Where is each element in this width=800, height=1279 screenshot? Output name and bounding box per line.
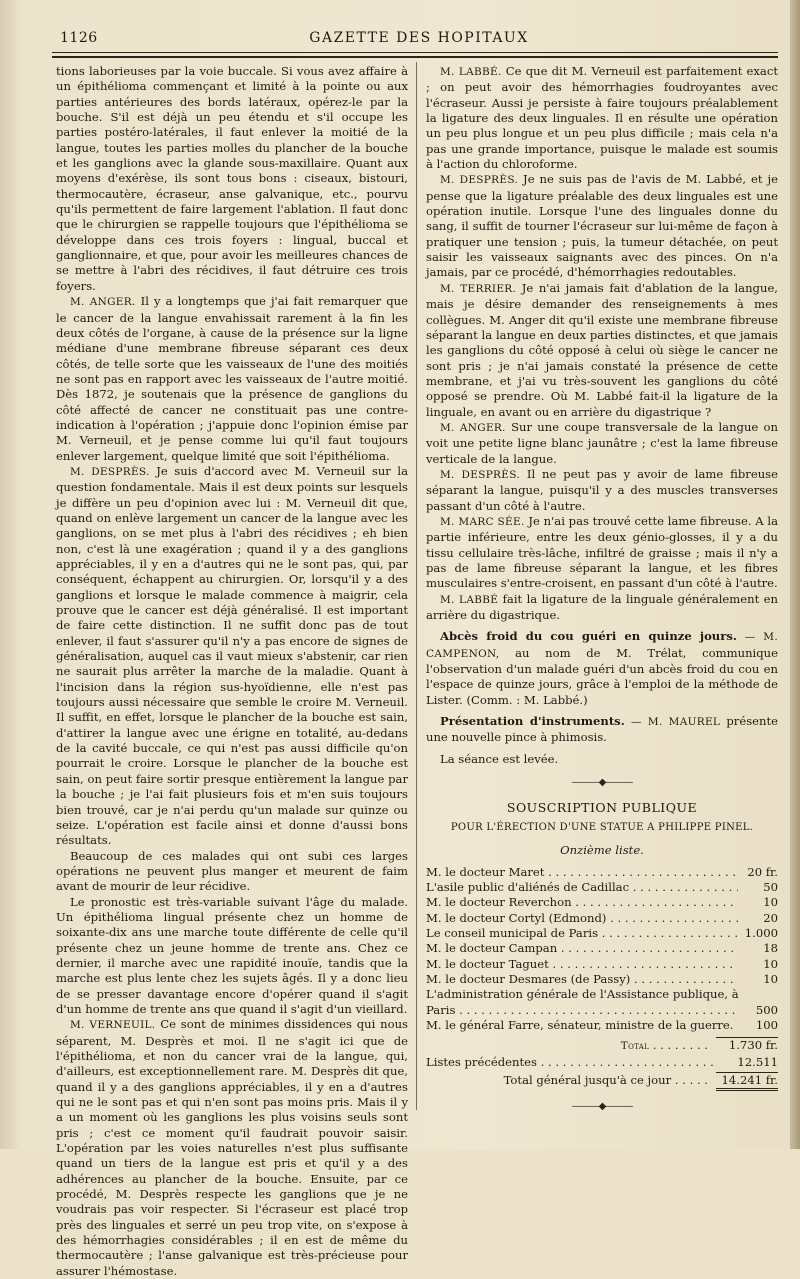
- paragraph-text: Je suis d'accord avec M. Verneuil sur la question fondamentale. Mais il est deux points sur lesquels je diffère un peu d'opinion avec lui : M. Verneuil dit que, quand on enlève largement un cancer de la langue avec les ganglions, on se met plus à l'abri des récidives ; eh bien non, c'est là une exagération ; quand il y a des ganglions appréciables, il y en a d'autres qui ne le sont pas, qui, par conséquent, échappent au chirurgien. Or, lorsqu'il y a des ganglions et lorsque le malade commence à maigrir, cela prouve que le cancer est déjà généralisé. Il est important de faire cette distinction. Il ne suffit donc pas de tout enlever, il faut s'assurer qu'il n'y a pas encore de signes de généralisation, auquel cas il vaut mieux s'abstenir, car rien ne saurait plus arrêter la marche de la maladie. Quant à l'incision dans la région sus-hyoïdienne, elle n'est pas toujours aussi nécessaire que semble le croire M. Verneuil. Il suffit, en effet, lorsque le plancher de la bouche est sain, d'attirer la langue avec une érigne en totalité, au-dedans de la cavité buccale, ce qui n'est pas aussi difficile qu'on pourrait le croire. Lorsque le plancher de la bouche est sain, on peut faire sortir presque entièrement la langue par la bouche ; je l'ai fait plusieurs fois et m'en suis toujours bien trouvé, car je n'ai perdu qu'un malade sur quinze ou seize. L'opération est facile ainsi et donne d'aussi bons résultats.: [56, 463, 409, 848]
- speaker-name: — M. CAMPENON,: [426, 631, 778, 660]
- subscription-entry: [426, 1018, 778, 1033]
- journal-title: GAZETTE DES HOPITAUX: [309, 30, 529, 46]
- right-column: [426, 64, 778, 1125]
- donor-name: L'asile public d'aliénés de Cadillac . . .: [426, 880, 738, 895]
- page-spine-edge: [790, 0, 800, 1149]
- paragraph: [56, 294, 408, 464]
- donation-amount: 500: [755, 1002, 778, 1017]
- paragraph: [426, 172, 778, 280]
- paragraph-text: Il ne peut pas y avoir de lame fibreuse séparant la langue, puisqu'il y a des muscles transverses passant d'un côté à l'autre.: [426, 466, 778, 513]
- speaker-name: M. LABBÉ.: [440, 66, 502, 78]
- total-amount: 1.730 fr.: [716, 1037, 778, 1053]
- donor-name: M. le docteur Maret . . .: [426, 865, 738, 880]
- subscription-entry: [426, 895, 778, 910]
- paragraph-text: Je n'ai pas trouvé cette lame fibreuse. A la partie inférieure, entre les deux génio-glosses, il y a du tissu cellulaire très-lâche, infiltré de graisse ; mais il n'y a pas de lame fibreuse séparant la langue, et les fibres musculaires s'entre-croisent, en passant d'un côté à l'autre.: [426, 513, 778, 591]
- paragraph: [56, 895, 408, 1018]
- paragraph-text: Il y a longtemps que j'ai fait remarquer que le cancer de la langue envahissait rarement à la fin les deux côtés de l'organe, à cause de la présence sur la ligne médiane d'une membrane fibreuse séparant ces deux côtés, de telle sorte que les vaisseaux de l'une des moitiés ne sont pas en rapport avec les vaisseaux de l'autre moitié. Dès 1872, je soutenais que la présence de ganglions du côté affecté de cancer ne constituait pas une contre-indication à l'opération ; j'appuie donc l'opinion émise par M. Verneuil, et je pense comme lui qu'il faut toujours enlever largement, quelque limité que soit l'épithélioma.: [56, 294, 409, 463]
- donation-amount: 20 fr.: [747, 864, 778, 879]
- donor-name: M. le docteur Cortyl (Edmond) . . .: [426, 911, 738, 926]
- donor-name: M. le docteur Taguet . . .: [426, 957, 738, 972]
- speaker-name: M. ANGER.: [440, 421, 506, 434]
- speaker-name: M. VERNEUIL.: [70, 1019, 156, 1032]
- paragraph: [56, 1017, 408, 1279]
- speaker-name: — M. MAUREL: [630, 716, 721, 729]
- grand-total-row: Total général jusqu'à ce jour . . . . . 14.241 fr.: [426, 1072, 778, 1091]
- donor-name: Paris . . .: [426, 1003, 738, 1018]
- previous-lists-row: [426, 1055, 778, 1070]
- paragraph-text: Ce que dit M. Verneuil est parfaitement exact ; on peut avoir des hémorrhagies foudroyantes avec l'écraseur. Aussi je persiste à faire toujours préalablement la ligature des deux linguales. Il en résulte une opération un peu plus longue et un peu plus difficile ; mais cela n'a pas une grande importance, puisque le malade est soumis à l'action du chloroforme.: [426, 64, 778, 172]
- subscription-total-row: Total . . . . . . . . 1.730 fr.: [620, 1038, 778, 1053]
- donation-amount: 18: [763, 941, 778, 956]
- paragraph: [426, 629, 778, 708]
- donation-amount: 10: [763, 971, 778, 986]
- paragraph-text: Je ne suis pas de l'avis de M. Labbé, et je pense que la ligature préalable des deux linguales est une opération inutile. Lorsque l'une des linguales donne du sang, il suffit de tourner l'écraseur sur lui-même de façon à pratiquer une tension ; puis, la tumeur détachée, on peut saisir les vaisseaux saignants avec des pinces. On n'a jamais, par ce procédé, d'hémorrhagies redoutables.: [426, 172, 778, 280]
- grand-total-amount: 14.241 fr.: [716, 1072, 778, 1091]
- donor-name: Le conseil municipal de Paris . . .: [426, 926, 738, 941]
- paragraph: [56, 849, 408, 895]
- section-separator: ———◆———: [571, 777, 633, 789]
- speaker-name: M. LABBÉ: [440, 593, 499, 606]
- donor-name: M. le docteur Campan . . .: [426, 941, 738, 956]
- subscription-list-label: Onzième liste.: [560, 843, 644, 858]
- paragraph-text: tions laborieuses par la voie buccale. Si vous avez affaire à un épithélioma commençant et limité à la pointe ou aux parties antérieures des bords latéraux, opérez-le par la bouche. S'il est déjà un peu étendu et s'il occupe les parties postéro-latérales, il faut enlever la moitié de la langue, toutes les parties molles du plancher de la bouche et les ganglions avec la glande sous-maxillaire. Quant aux moyens d'exérèse, ils sont tous bons : ciseaux, bistouri, thermocautère, écraseur, anse galvanique, etc., pourvu qu'ils permettent de faire largement l'ablation. Il faut donc que le chirurgien se rappelle toujours que l'épithélioma se développe dans ces trois foyers : lingual, buccal et ganglionnaire, et que, pour avoir les meilleures chances de se mettre à l'abri des récidives, il faut détruire ces trois foyers.: [56, 64, 408, 293]
- paragraph-text: Je n'ai jamais fait d'ablation de la langue, mais je désire demander des renseignements à mes collègues. M. Anger dit qu'il existe une membrane fibreuse séparant la langue en deux parties distinctes, et que jamais les ganglions du côté opposé à celui où siège le cancer ne sont pris ; je n'ai jamais constaté la présence de cette membrane, et j'ai vu très-souvent les ganglions du côté opposé se prendre. Où M. Labbé fait-il la ligature de la linguale, en avant ou en arrière du digastrique ?: [426, 280, 778, 419]
- subscription-entry: [426, 880, 778, 895]
- previous-lists-label: Listes précédentes . . .: [426, 1055, 716, 1070]
- subscription-title: SOUSCRIPTION PUBLIQUE: [506, 800, 698, 816]
- previous-lists-amount: 12.511: [737, 1054, 778, 1069]
- speaker-name: M. MARC SÉE.: [440, 515, 525, 528]
- subscription-subtitle: POUR L'ÉRECTION D'UNE STATUE A PHILIPPE PINEL.: [450, 821, 754, 833]
- grand-total-label: Total général jusqu'à ce jour: [503, 1072, 672, 1087]
- donor-name: M. le général Farre, sénateur, ministre de la guerre.: [426, 1017, 734, 1032]
- subscription-section: [426, 800, 778, 1091]
- left-column: [56, 64, 408, 1279]
- subscription-entry: [426, 911, 778, 926]
- page-number: 1126: [60, 30, 98, 46]
- subscription-entry: [426, 972, 778, 987]
- subscription-entry: [426, 926, 778, 941]
- donor-name: M. le docteur Reverchon . . .: [426, 895, 738, 910]
- speaker-name: M. DESPRÈS.: [440, 468, 520, 481]
- subscription-entry: [426, 957, 778, 972]
- subscription-entry: [426, 941, 778, 956]
- paragraph-text: présente une nouvelle pince à phimosis.: [426, 714, 779, 745]
- paragraph: [426, 64, 778, 172]
- page-header: [60, 30, 778, 52]
- paragraph: [426, 281, 778, 420]
- right-column-text: [426, 64, 778, 767]
- donation-amount: 20: [763, 910, 778, 925]
- section-heading: Présentation d'instruments.: [440, 714, 625, 729]
- subscription-entry: [426, 865, 778, 880]
- paragraph-text: Le pronostic est très-variable suivant l'âge du malade. Un épithélioma lingual présente chez un homme de soixante-dix ans une marche toute différente de celle qu'il présente chez un jeune homme de trente ans. Chez ce dernier, il marche avec une rapidité inouïe, tandis que la marche est plus lente chez les sujets âgés. Il y a donc lieu de se presser davantage encore d'opérer quand il s'agit d'un homme de trente ans que quand il s'agit d'un vieillard.: [56, 894, 408, 1016]
- section-heading: Abcès froid du cou guéri en quinze jours.: [440, 629, 737, 644]
- speaker-name: M. DESPRÈS.: [70, 465, 150, 478]
- donation-amount: 100: [755, 1017, 778, 1032]
- paragraph-text: au nom de M. Trélat, communique l'observation d'un malade guéri d'un abcès froid du cou en l'espace de quinze jours, grâce à l'emploi de la méthode de Lister. (Comm. : M. Labbé.): [426, 645, 778, 707]
- paragraph: [56, 64, 408, 294]
- paragraph: [426, 514, 778, 592]
- section-separator-end: ———◆———: [571, 1101, 633, 1113]
- donation-amount: 1.000: [744, 925, 778, 940]
- column-divider: [416, 62, 417, 1110]
- paragraph: [426, 420, 778, 467]
- paragraph-text: Beaucoup de ces malades qui ont subi ces larges opérations ne peuvent plus manger et meurent de faim avant de mourir de leur récidive.: [56, 848, 408, 894]
- donation-amount: 50: [763, 879, 778, 894]
- speaker-name: M. DESPRÈS.: [440, 174, 519, 187]
- speaker-name: M. ANGER.: [70, 296, 136, 309]
- paragraph: [426, 592, 778, 624]
- paragraph: [426, 752, 778, 767]
- paragraph-text: La séance est levée.: [440, 751, 559, 766]
- speaker-name: M. TERRIER.: [440, 282, 517, 295]
- donor-name: M. le docteur Desmares (de Passy) . . .: [426, 972, 738, 987]
- total-label: Total: [620, 1040, 650, 1053]
- paragraph: [426, 467, 778, 514]
- paragraph-text: fait la ligature de la linguale généralement en arrière du digastrique.: [426, 591, 778, 623]
- paragraph: [426, 714, 778, 746]
- subscription-list: [426, 865, 778, 1034]
- subscription-entry-line: L'administration générale de l'Assistance publique, à: [426, 987, 739, 1002]
- header-rule: [52, 52, 778, 58]
- paragraph-text: Ce sont de minimes dissidences qui nous séparent, M. Desprès et moi. Il ne s'agit ici que de l'épithélioma, et non du cancer vrai de la langue, qui, d'ailleurs, est exceptionnellement rare. M. Desprès dit que, quand il y a des ganglions appréciables, il y en a d'autres qui ne le sont pas et qui n'en sont pas moins pris. Mais il y a un moment où les ganglions les plus voisins seuls sont pris ; c'est ce moment qu'il faudrait pouvoir saisir. L'opération par les voies naturelles n'est plus suffisante quand un tiers de la langue est pris et qu'il y a des adhérences au plancher de la bouche. Ensuite, par ce procédé, M. Desprès respecte les ganglions que je ne voudrais pas voir respecter. Si l'écraseur est placé trop près des linguales et serré un peu trop vite, on s'expose à des hémorrhagies considérables ; il en est de même du thermocautère ; l'anse galvanique est très-précieuse pour assurer l'hémostase.: [56, 1017, 408, 1278]
- paragraph: [56, 464, 408, 849]
- subscription-entry: [426, 1003, 778, 1018]
- paragraph-text: Sur une coupe transversale de la langue on voit une petite ligne blanc jaunâtre ; c'est la lame fibreuse verticale de la langue.: [426, 419, 779, 466]
- donation-amount: 10: [763, 895, 778, 910]
- donation-amount: 10: [763, 956, 778, 971]
